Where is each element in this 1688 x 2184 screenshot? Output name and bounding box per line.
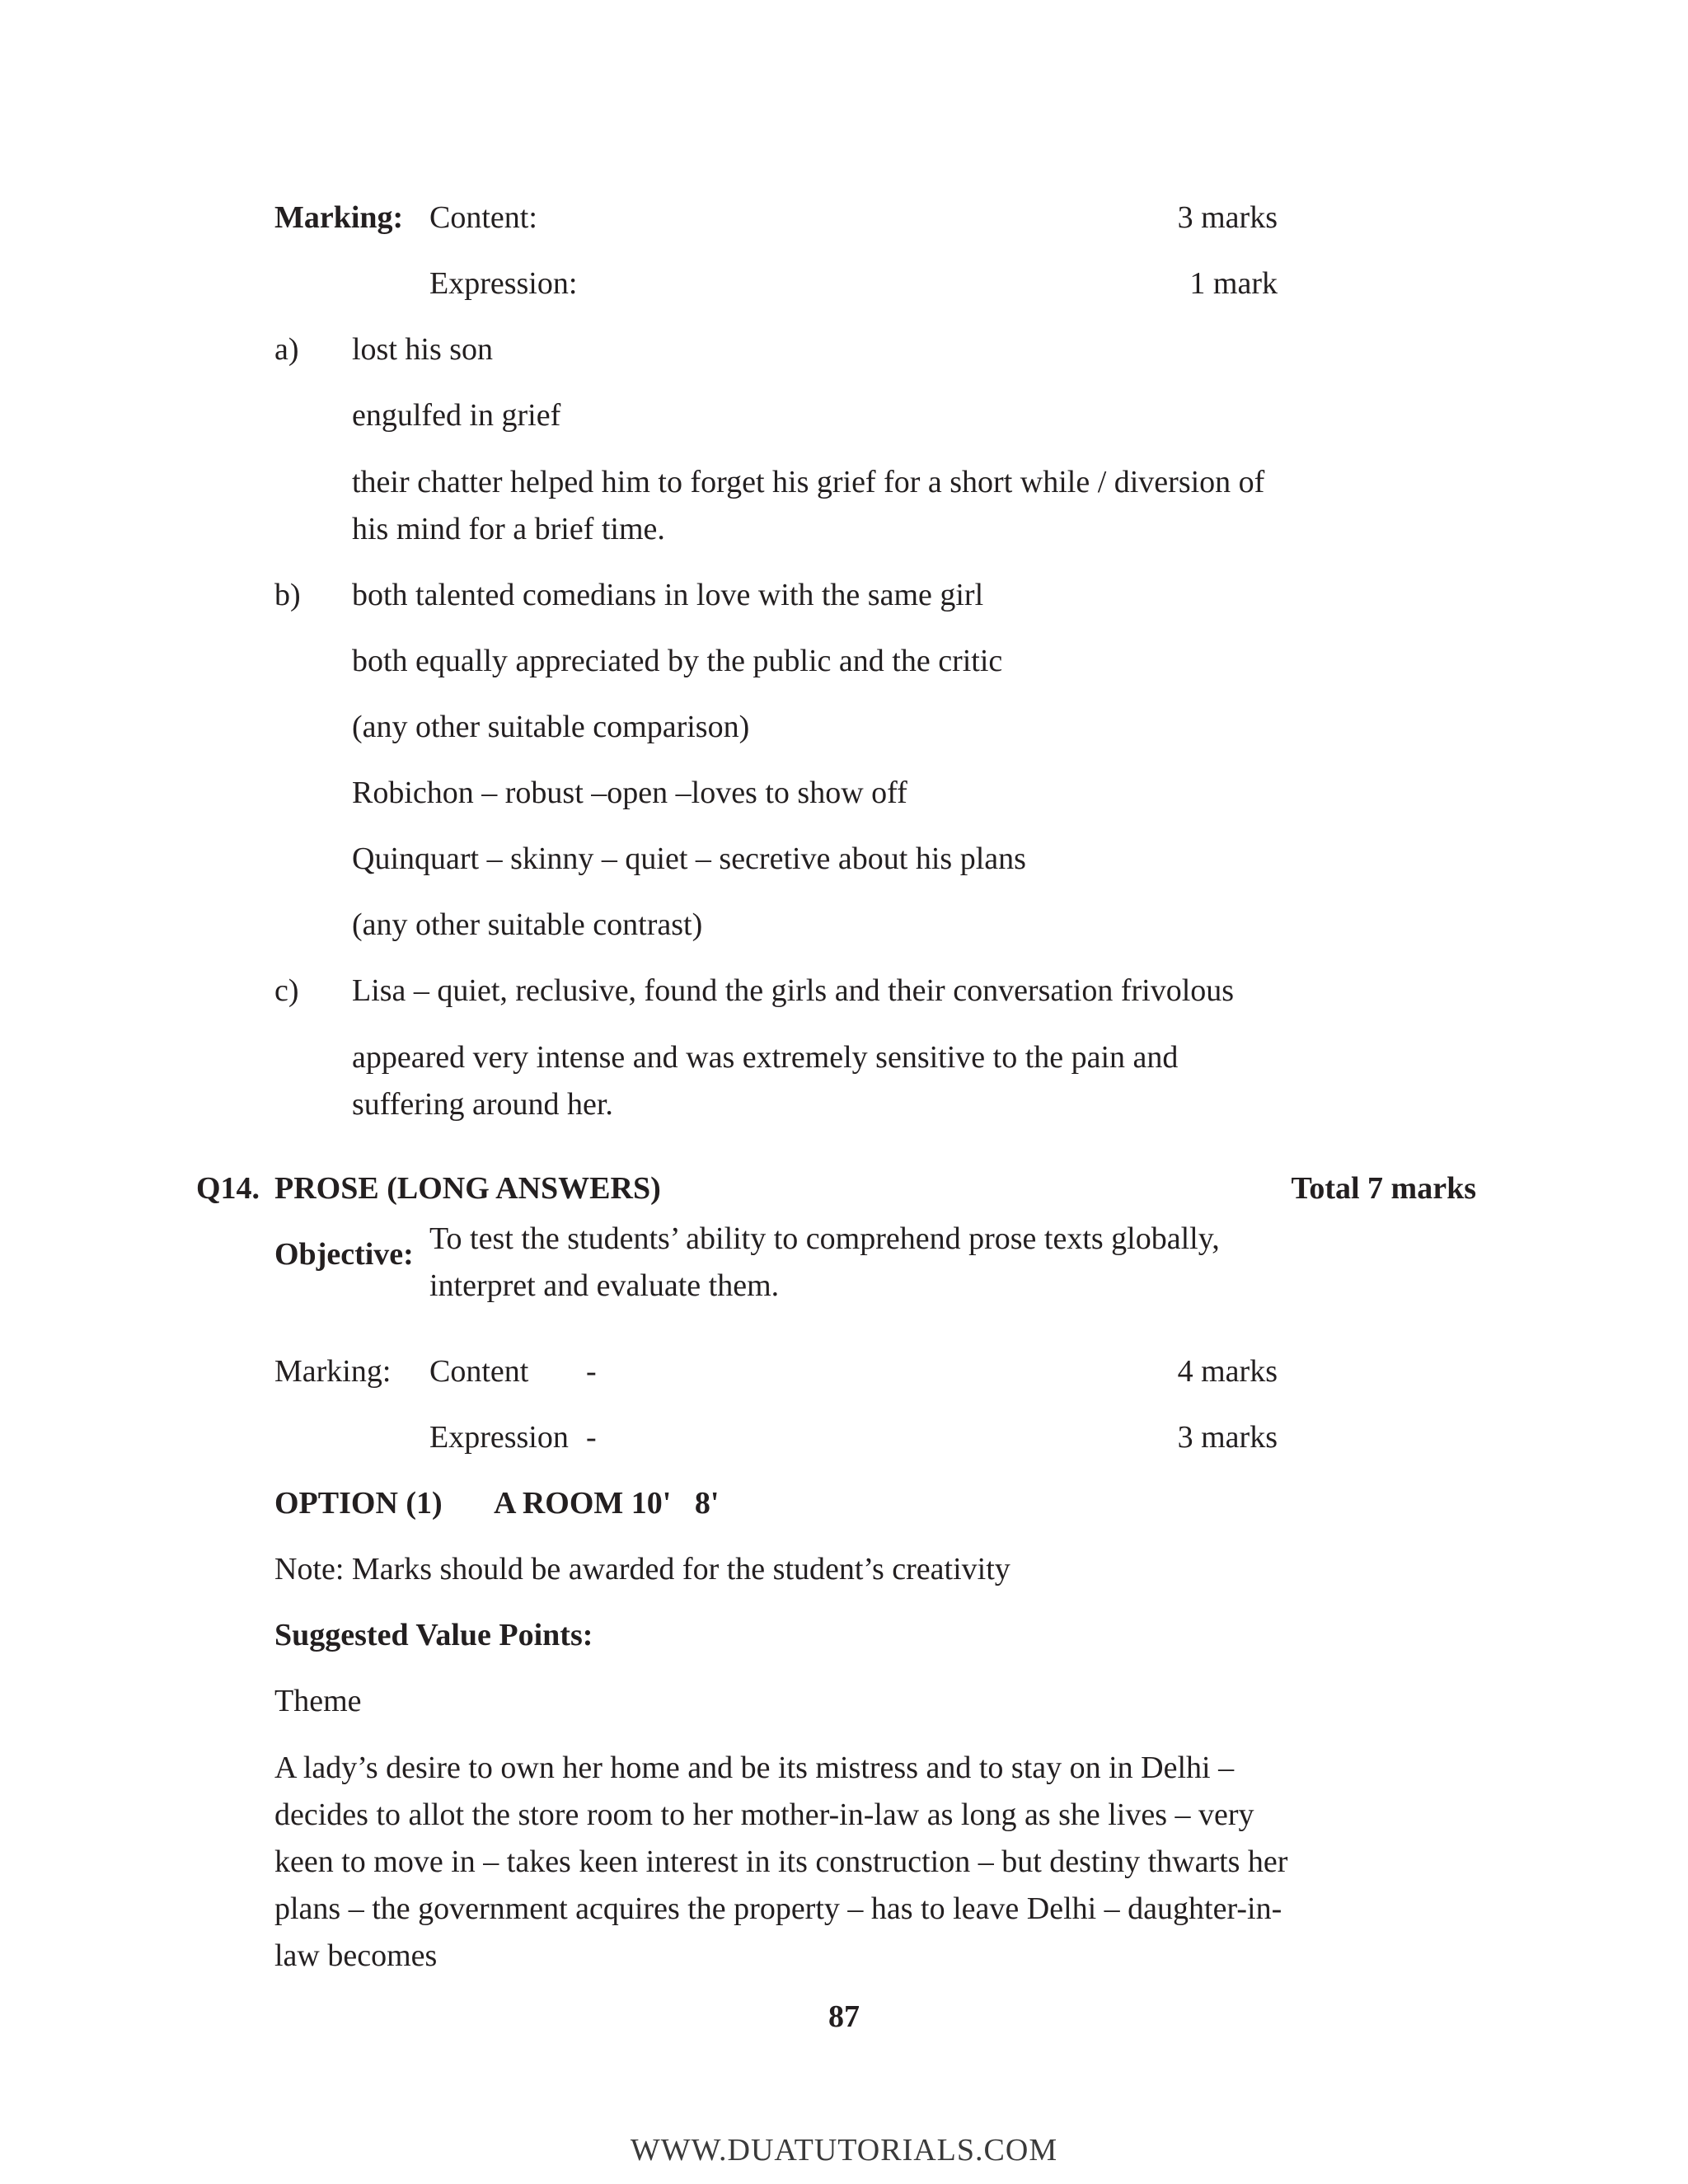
footer-url: WWW.DUATUTORIALS.COM (630, 2133, 1058, 2168)
expression-marks: 1 mark (1189, 266, 1278, 301)
answer-c-line-2: appeared very intense and was extremely sensitive to the pain and suffering around her. (352, 1040, 1179, 1122)
answer-c-marker: c) (274, 973, 299, 1008)
q14-expression-marks: 3 marks (1177, 1420, 1278, 1455)
q14-content-marks: 4 marks (1177, 1354, 1278, 1389)
q14-marking-label: Marking: (274, 1354, 392, 1389)
option-title: A ROOM 10' 8' (494, 1486, 720, 1521)
answer-a-line-3: their chatter helped him to forget his grief for a short while / diversion of his mind for a brief time. (352, 465, 1265, 546)
answer-b-line-6: (any other suitable contrast) (352, 907, 703, 942)
answer-b-line-2: both equally appreciated by the public and the critic (352, 644, 1003, 678)
expression-label: Expression: (429, 266, 578, 301)
question-total-marks: Total 7 marks (1291, 1171, 1476, 1206)
objective-text: To test the students’ ability to comprehend prose texts globally, interpret and evaluate them. (429, 1221, 1220, 1303)
answer-b-line-4: Robichon – robust –open –loves to show off (352, 776, 907, 810)
option-label: OPTION (1) (274, 1486, 443, 1521)
marking-label: Marking: (274, 200, 404, 235)
answer-c-line-1: Lisa – quiet, reclusive, found the girls and their conversation frivolous (352, 973, 1235, 1008)
q14-content-dash: - (586, 1354, 597, 1389)
content-label: Content: (429, 200, 537, 235)
note-text: Note: Marks should be awarded for the student’s creativity (274, 1552, 1010, 1586)
page-number: 87 (828, 1999, 860, 2034)
answer-b-line-1: both talented comedians in love with the same girl (352, 578, 984, 612)
answer-a-line-1: lost his son (352, 332, 494, 367)
theme-label: Theme (274, 1684, 362, 1718)
answer-a-line-2: engulfed in grief (352, 398, 561, 433)
content-marks: 3 marks (1177, 200, 1278, 235)
suggested-heading: Suggested Value Points: (274, 1618, 593, 1652)
answer-b-line-3: (any other suitable comparison) (352, 710, 750, 744)
question-title: PROSE (LONG ANSWERS) (274, 1171, 661, 1206)
answer-b-marker: b) (274, 578, 301, 612)
q14-expression-label: Expression (429, 1420, 569, 1455)
answer-a-marker: a) (274, 332, 299, 367)
q14-expression-dash: - (586, 1420, 597, 1455)
question-number: Q14. (196, 1171, 260, 1206)
objective-label: Objective: (274, 1237, 414, 1272)
q14-content-label: Content (429, 1354, 529, 1389)
answer-b-line-5: Quinquart – skinny – quiet – secretive about his plans (352, 841, 1026, 876)
theme-text: A lady’s desire to own her home and be its mistress and to stay on in Delhi – decides to allot the store room to her mother-in-law as long as she lives – very keen to move in – takes keen interest in its construction – but destiny thwarts her plans – the government acquires the property – has to leave Delhi – daughter-in-law becomes (274, 1750, 1288, 1973)
